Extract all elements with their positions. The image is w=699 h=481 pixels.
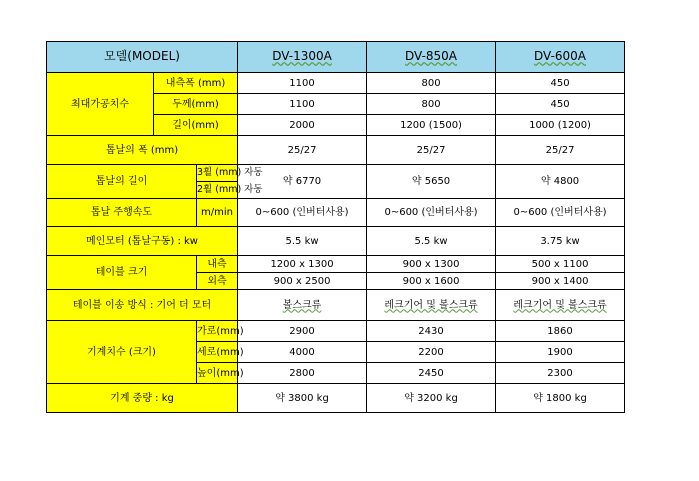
col-header-dv850a: DV-850A — [367, 42, 496, 73]
cell: 레크기어 및 볼스크류 — [367, 290, 496, 321]
row-label-machine-dim: 기계치수 (크기) — [47, 321, 197, 384]
unit-label-mmin: m/min — [197, 199, 238, 227]
table-row — [47, 136, 625, 165]
cell: 900 x 1300 — [367, 256, 496, 273]
cell: 레크기어 및 볼스크류 — [496, 290, 625, 321]
cell: 800 — [367, 73, 496, 94]
cell: 5.5 kw — [367, 227, 496, 256]
cell: 2900 — [238, 321, 367, 342]
row-label-max-size: 최대가공치수 — [47, 73, 154, 136]
cell: 4000 — [238, 342, 367, 363]
cell: 2000 — [238, 115, 367, 136]
table-row — [47, 290, 625, 321]
cell: 900 x 1400 — [496, 273, 625, 290]
spec-table — [46, 41, 625, 413]
cell: 450 — [496, 94, 625, 115]
table-row — [47, 321, 625, 342]
cell: 1100 — [238, 94, 367, 115]
cell: 900 x 2500 — [238, 273, 367, 290]
cell: 약 3200 kg — [367, 384, 496, 413]
sub-label-d: 세로(mm) — [197, 342, 238, 363]
cell: 1900 — [496, 342, 625, 363]
row-label-main-motor: 메인모터 (톱날구동) : kw — [47, 227, 238, 256]
cell: 약 1800 kg — [496, 384, 625, 413]
row-label-table-size: 테이블 크기 — [47, 256, 197, 290]
cell: 0~600 (인버터사용) — [496, 199, 625, 227]
cell: 25/27 — [238, 136, 367, 165]
cell: 2300 — [496, 363, 625, 384]
cell: 약 5650 — [367, 165, 496, 199]
cell: 2450 — [367, 363, 496, 384]
cell: 25/27 — [367, 136, 496, 165]
cell: 약 6770 — [238, 165, 367, 199]
row-label-blade-width: 톱날의 폭 (mm) — [47, 136, 238, 165]
cell: 900 x 1600 — [367, 273, 496, 290]
sub-label-w: 가로(mm) — [197, 321, 238, 342]
table-row — [47, 199, 625, 227]
cell: 1100 — [238, 73, 367, 94]
sub-label-thickness: 두께(mm) — [154, 94, 238, 115]
sub-label-width: 내측폭 (mm) — [154, 73, 238, 94]
col-header-dv1300a: DV-1300A — [238, 42, 367, 73]
table-row — [47, 256, 625, 273]
cell: 1200 x 1300 — [238, 256, 367, 273]
cell: 3.75 kw — [496, 227, 625, 256]
cell: 25/27 — [496, 136, 625, 165]
header-row — [47, 42, 625, 73]
cell: 0~600 (인버터사용) — [238, 199, 367, 227]
row-label-table-move: 테이블 이송 방식 : 기어 더 모터 — [47, 290, 238, 321]
cell: 1200 (1500) — [367, 115, 496, 136]
table-row — [47, 73, 625, 94]
sub-label-outer: 외측 — [197, 273, 238, 290]
cell: 0~600 (인버터사용) — [367, 199, 496, 227]
col-header-dv600a: DV-600A — [496, 42, 625, 73]
sub-label-2wheel: 2휠 (mm) 자동 — [197, 182, 238, 199]
row-label-weight: 기계 중량 : kg — [47, 384, 238, 413]
cell: 5.5 kw — [238, 227, 367, 256]
table-row — [47, 165, 625, 182]
sub-label-length: 길이(mm) — [154, 115, 238, 136]
cell: 1000 (1200) — [496, 115, 625, 136]
sub-label-3wheel: 3휠 (mm) 자동 — [197, 165, 238, 182]
row-label-blade-length: 톱날의 길이 — [47, 165, 197, 199]
cell: 500 x 1100 — [496, 256, 625, 273]
sub-label-inner: 내측 — [197, 256, 238, 273]
cell: 450 — [496, 73, 625, 94]
table-row — [47, 227, 625, 256]
model-header: 모델(MODEL) — [47, 42, 238, 73]
cell: 2430 — [367, 321, 496, 342]
cell: 2800 — [238, 363, 367, 384]
cell: 2200 — [367, 342, 496, 363]
cell: 약 3800 kg — [238, 384, 367, 413]
cell: 800 — [367, 94, 496, 115]
row-label-blade-speed: 톱날 주행속도 — [47, 199, 197, 227]
cell: 볼스크류 — [238, 290, 367, 321]
sub-label-h: 높이(mm) — [197, 363, 238, 384]
cell: 약 4800 — [496, 165, 625, 199]
cell: 1860 — [496, 321, 625, 342]
table-row — [47, 384, 625, 413]
